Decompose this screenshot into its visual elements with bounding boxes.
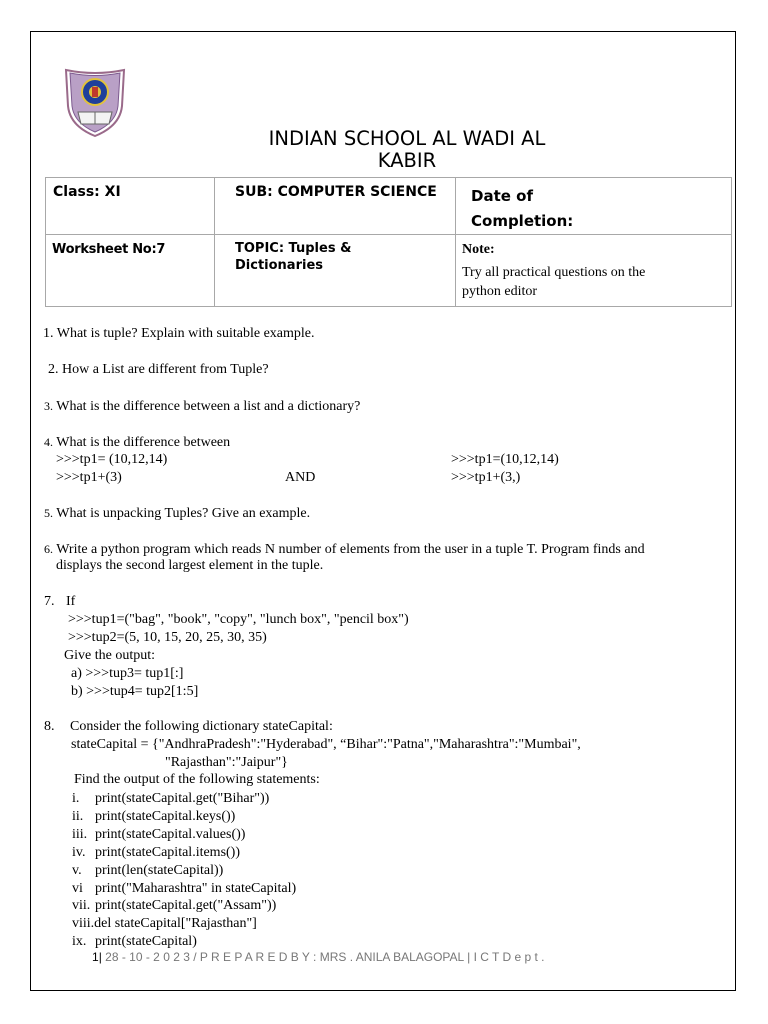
question-4-left-line2: >>>tp1+(3) bbox=[56, 470, 122, 485]
question-8-number: 8. bbox=[44, 719, 55, 734]
question-3-number: 3. bbox=[44, 399, 53, 413]
question-7-give-output: Give the output: bbox=[64, 648, 155, 663]
subject-cell bbox=[215, 178, 456, 235]
question-8 bbox=[44, 718, 333, 736]
list-item: iii. print(stateCapital.values()) bbox=[72, 827, 246, 842]
question-6-number: 6. bbox=[44, 542, 53, 556]
question-3 bbox=[44, 397, 360, 416]
question-4-text: What is the difference between bbox=[56, 435, 231, 450]
question-6-text-line1: Write a python program which reads N number of elements from the user in a tuple T. Program finds and bbox=[56, 542, 645, 557]
question-7 bbox=[44, 593, 75, 611]
question-7-tup2: >>>tup2=(5, 10, 15, 20, 25, 30, 35) bbox=[68, 630, 267, 645]
topic-label-line1: TOPIC: Tuples & bbox=[235, 241, 352, 256]
note-text-line2: python editor bbox=[462, 284, 538, 299]
class-cell bbox=[46, 178, 215, 235]
date-label-line2: Completion: bbox=[471, 212, 574, 230]
footer-text: 28 - 10 - 2 0 2 3 / P R E P A R E D B Y : MRS . ANILA BALAGOPAL | I C T D e p t . bbox=[105, 950, 545, 964]
question-4 bbox=[44, 433, 230, 452]
list-item: i. print(stateCapital.get("Bihar")) bbox=[72, 791, 270, 806]
list-item: vi print("Maharashtra" in stateCapital) bbox=[72, 881, 297, 896]
note-label: Note: bbox=[462, 242, 495, 257]
worksheet-label: Worksheet No:7 bbox=[52, 242, 166, 257]
subject-label: SUB: COMPUTER SCIENCE bbox=[235, 184, 437, 200]
list-item: viii.del stateCapital["Rajasthan"] bbox=[72, 916, 257, 931]
question-7-tup1: >>>tup1=("bag", "book", "copy", "lunch box", "pencil box") bbox=[68, 612, 409, 627]
question-4-number: 4. bbox=[44, 435, 53, 449]
worksheet-header-table bbox=[45, 177, 732, 307]
header-row-2 bbox=[46, 235, 732, 307]
topic-cell bbox=[215, 235, 456, 307]
question-8-dict-line2: "Rajasthan":"Jaipur"} bbox=[165, 755, 288, 770]
class-label: Class: XI bbox=[53, 184, 121, 200]
question-7-part-a: a) >>>tup3= tup1[:] bbox=[71, 666, 184, 681]
page-footer: 1| 28 - 10 - 2 0 2 3 / P R E P A R E D B Y : MRS . ANILA BALAGOPAL | I C T D e p t . bbox=[92, 950, 545, 964]
list-item: vii. print(stateCapital.get("Assam")) bbox=[72, 898, 277, 913]
worksheet-cell bbox=[46, 235, 215, 307]
question-5-number: 5. bbox=[44, 506, 53, 520]
date-label-line1: Date of bbox=[471, 187, 533, 205]
question-6-text-line2: displays the second largest element in the tuple. bbox=[56, 558, 324, 573]
school-crest-icon bbox=[62, 66, 128, 138]
question-8-find-output: Find the output of the following statements: bbox=[74, 772, 320, 787]
list-item: ix. print(stateCapital) bbox=[72, 934, 197, 949]
question-2: 2. How a List are different from Tuple? bbox=[48, 362, 269, 377]
school-name bbox=[230, 128, 584, 172]
list-item: v. print(len(stateCapital)) bbox=[72, 863, 224, 878]
question-7-text: If bbox=[66, 594, 76, 609]
note-cell bbox=[456, 235, 732, 307]
list-item: iv. print(stateCapital.items()) bbox=[72, 845, 241, 860]
question-5 bbox=[44, 504, 310, 523]
date-cell bbox=[456, 178, 732, 235]
question-4-left-line1: >>>tp1= (10,12,14) bbox=[56, 452, 168, 467]
question-1: 1. What is tuple? Explain with suitable example. bbox=[43, 326, 315, 341]
header-row-1 bbox=[46, 178, 732, 235]
school-name-line2: KABIR bbox=[377, 149, 437, 172]
school-name-line1: INDIAN SCHOOL AL WADI AL bbox=[268, 127, 546, 150]
question-4-right-line2: >>>tp1+(3,) bbox=[451, 470, 521, 485]
page-number: 1 bbox=[92, 950, 99, 964]
question-4-and: AND bbox=[285, 470, 316, 485]
note-text-line1: Try all practical questions on the bbox=[462, 265, 646, 280]
question-3-text: What is the difference between a list and a dictionary? bbox=[56, 399, 361, 414]
list-item: ii. print(stateCapital.keys()) bbox=[72, 809, 236, 824]
question-7-number: 7. bbox=[44, 594, 55, 609]
question-7-part-b: b) >>>tup4= tup2[1:5] bbox=[71, 684, 199, 699]
question-4-right-line1: >>>tp1=(10,12,14) bbox=[451, 452, 559, 467]
question-8-dict-line1: stateCapital = {"AndhraPradesh":"Hyderabad", “Bihar":"Patna","Maharashtra":"Mumbai", bbox=[71, 737, 581, 752]
question-5-text: What is unpacking Tuples? Give an example. bbox=[56, 506, 311, 521]
topic-label-line2: Dictionaries bbox=[235, 258, 324, 273]
question-8-text: Consider the following dictionary stateCapital: bbox=[70, 719, 333, 734]
